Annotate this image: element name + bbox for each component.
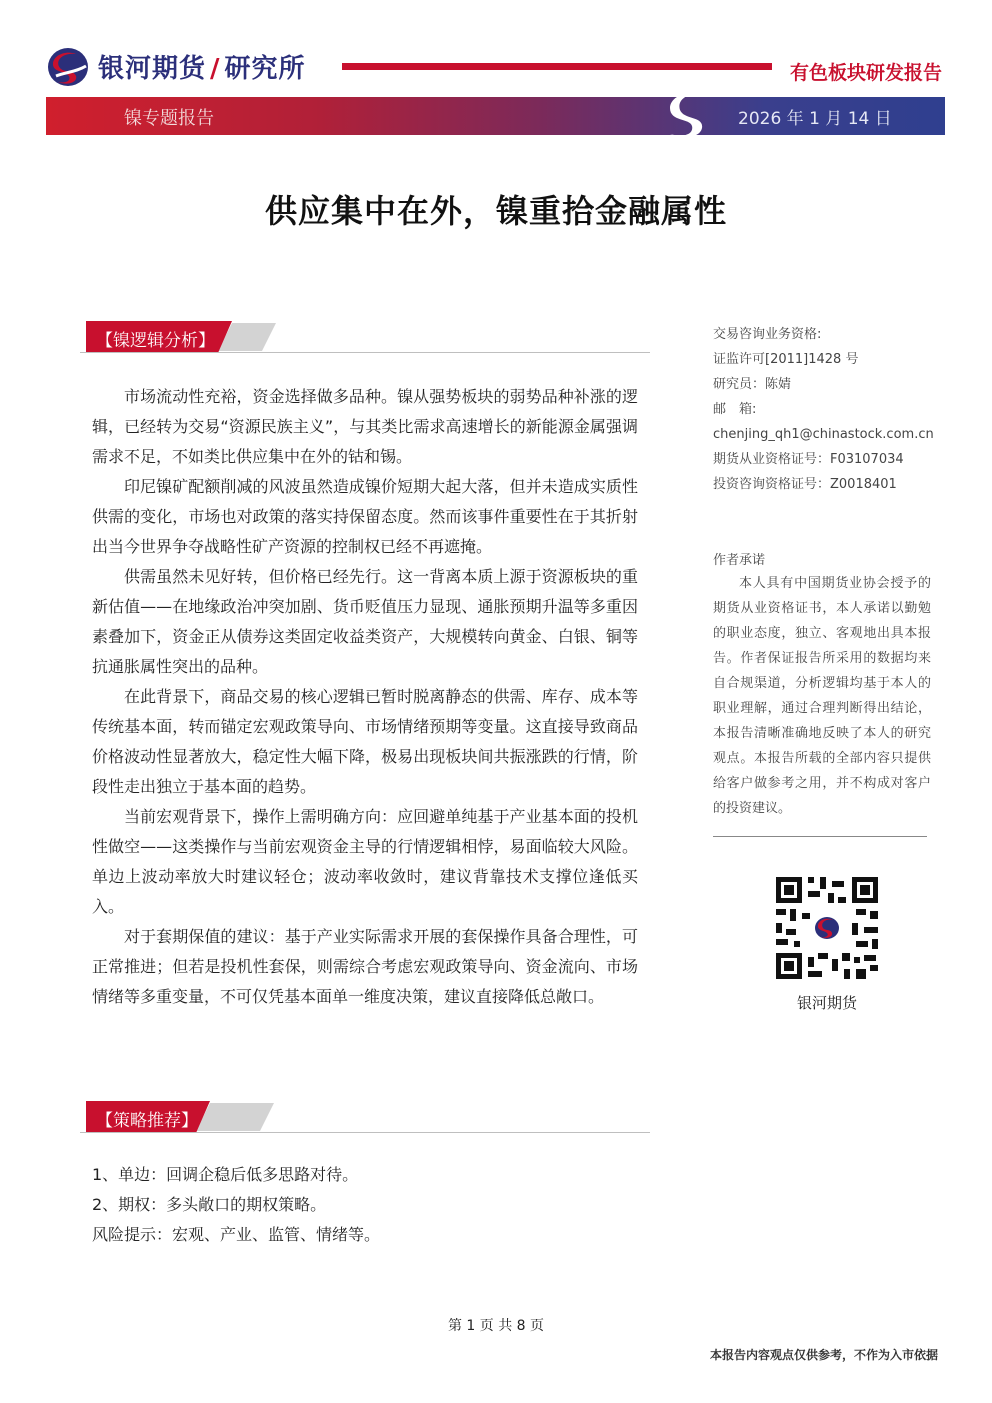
advisory-cert-number: 投资咨询资格证号：Z0018401: [713, 477, 897, 492]
futures-cert-number: 期货从业资格证号：F03107034: [713, 452, 904, 467]
section-tag-logic: [86, 321, 276, 353]
strategy-item: 风险提示：宏观、产业、监管、情绪等。: [92, 1225, 381, 1244]
author-declaration: [713, 571, 931, 821]
section-tag-label: 【策略推荐】: [96, 1111, 198, 1131]
report-category: 镍专题报告: [124, 108, 214, 129]
section-tag-label: 【镍逻辑分析】: [96, 331, 215, 351]
researcher-name: 研究员：陈婧: [713, 377, 792, 392]
report-date: 2026 年 1 月 14 日: [738, 109, 892, 129]
sidebar-divider: [713, 836, 927, 837]
strategy-list: [92, 1160, 652, 1250]
brand-separator: /: [210, 54, 221, 84]
logic-body: [92, 382, 638, 1012]
section-divider: [80, 1132, 650, 1133]
body-paragraph: 供需虽然未见好转，但价格已经先行。这一背离本质上源于资源板块的重新估值——在地缘政治冲突加剧、货币贬值压力显现、通胀预期升温等多重因素叠加下，资金正从债券这类固定收益类资产，大规模转向黄金、白银、铜等抗通胀属性突出的品种。: [92, 567, 638, 676]
declaration-text: 本人具有中国期货业协会授予的期货从业资格证书，本人承诺以勤勉的职业态度，独立、客观地出具本报告。作者保证报告所采用的数据均来自合规渠道，分析逻辑均基于本人的职业理解，通过合理判断得出结论，本报告清晰准确地反映了本人的研究观点。本报告所载的全部内容只提供给客户做参考之用，并不构成对客户的投资建议。: [713, 576, 931, 816]
email-address: chenjing_qh1@chinastock.com.cn: [713, 427, 934, 442]
qr-label: 银河期货: [796, 994, 857, 1012]
report-title: 供应集中在外，镍重拾金融属性: [264, 192, 727, 230]
page-number: 第 1 页 共 8 页: [447, 1318, 545, 1334]
section-divider: [80, 352, 650, 353]
body-paragraph: 市场流动性充裕，资金选择做多品种。镍从强势板块的弱势品种补涨的逻辑，已经转为交易“资源民族主义”，与其类比需求高速增长的新能源金属强调需求不足，不如类比供应集中在外的钴和锡。: [92, 387, 638, 466]
body-paragraph: 印尼镍矿配额削减的风波虽然造成镍价短期大起大落，但并未造成实质性供需的变化，市场也对政策的落实持保留态度。然而该事件重要性在于其折射出当今世界争夺战略性矿产资源的控制权已经不再遮掩。: [92, 477, 638, 556]
strategy-item: 1、单边：回调企稳后低多思路对待。: [92, 1165, 359, 1184]
body-paragraph: 对于套期保值的建议：基于产业实际需求开展的套保操作具备合理性，可正常推进；但若是投机性套保，则需综合考虑宏观政策导向、资金流向、市场情绪等多重变量，不可仅凭基本面单一维度决策，建议直接降低总敞口。: [92, 927, 638, 1006]
brand-logotype: [98, 48, 306, 85]
brand-s-mark-icon: [664, 90, 720, 142]
header-red-rule: [342, 63, 772, 70]
galaxy-logo-icon: [46, 46, 90, 88]
body-paragraph: 在此背景下，商品交易的核心逻辑已暂时脱离静态的供需、库存、成本等传统基本面，转而锚定宏观政策导向、市场情绪预期等变量。这直接导致商品价格波动性显著放大，稳定性大幅下降，极易出现板块间共振涨跌的行情，阶段性走出独立于基本面的趋势。: [92, 687, 638, 796]
analyst-info: [713, 322, 933, 497]
report-type: 有色板块研发报告: [790, 62, 943, 84]
qualification-label: 交易咨询业务资格:: [713, 327, 822, 342]
declaration-title: 作者承诺: [713, 553, 766, 568]
brand-name: 银河期货: [98, 54, 207, 84]
strategy-item: 2、期权：多头敞口的期权策略。: [92, 1195, 327, 1214]
qr-code-icon: [772, 873, 882, 983]
license-number: 证监许可[2011]1428 号: [713, 352, 859, 367]
footer-disclaimer: 本报告内容观点仅供参考，不作为入市依据: [709, 1348, 938, 1362]
section-tag-strategy: [86, 1101, 274, 1133]
email-label: 邮 箱:: [713, 402, 757, 417]
brand-department: 研究所: [224, 54, 306, 84]
body-paragraph: 当前宏观背景下，操作上需明确方向：应回避单纯基于产业基本面的投机性做空——这类操作与当前宏观资金主导的行情逻辑相悖，易面临较大风险。单边上波动率放大时建议轻仓；波动率收敛时，建议背靠技术支撑位逢低买入。: [92, 807, 638, 916]
